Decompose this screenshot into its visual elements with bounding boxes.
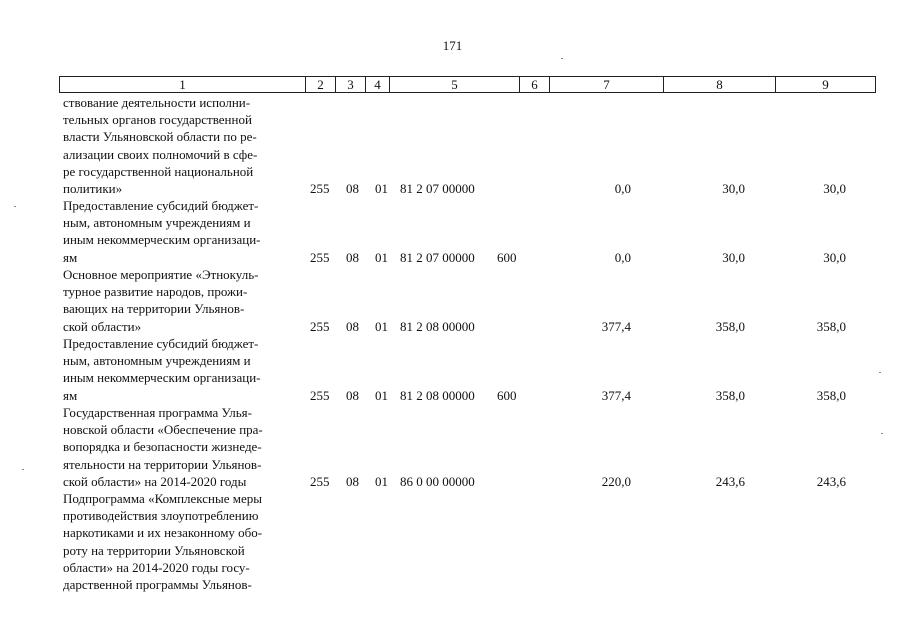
- description-line: иным некоммерческим организаци-: [63, 370, 261, 386]
- description-line: Предоставление субсидий бюджет-: [63, 336, 259, 351]
- amount-col-9: 358,0: [816, 319, 846, 334]
- subsection-code: 01: [375, 388, 388, 403]
- header-col-7: 7: [550, 77, 664, 93]
- subsection-code: 01: [375, 319, 388, 334]
- description-line: ре государственной национальной: [63, 163, 254, 179]
- description-line: ской области»: [63, 318, 142, 334]
- section-code: 08: [346, 250, 359, 265]
- description-line: Государственная программа Улья-: [63, 405, 252, 420]
- row-description: [63, 94, 299, 197]
- amount-col-7: 220,0: [601, 474, 631, 489]
- description-line: ской области» на 2014-2020 годы: [63, 473, 247, 489]
- ved-code: 255: [310, 181, 330, 196]
- amount-col-7: 0,0: [614, 181, 631, 196]
- description-line: новской области «Обеспечение пра-: [63, 422, 263, 438]
- description-line: ятельности на территории Ульянов-: [63, 456, 262, 472]
- description-line: ствование деятельности исполни-: [63, 95, 251, 110]
- description-line: Основное мероприятие «Этнокуль-: [63, 267, 259, 282]
- header-row: [60, 77, 876, 93]
- scan-speck: [881, 433, 883, 434]
- row-description: [63, 197, 299, 266]
- header-col-4: 4: [366, 77, 390, 93]
- header-col-3: 3: [336, 77, 366, 93]
- amount-col-8: 358,0: [715, 388, 745, 403]
- subsection-code: 01: [375, 181, 388, 196]
- description-line: вающих на территории Ульянов-: [63, 301, 245, 317]
- ved-code: 255: [310, 319, 330, 334]
- ved-code: 255: [310, 388, 330, 403]
- description-line: власти Ульяновской области по ре-: [63, 129, 257, 145]
- target-article-code: 81 2 07 00000: [400, 250, 475, 265]
- description-line: противодействия злоупотреблению: [63, 508, 259, 524]
- section-code: 08: [346, 474, 359, 489]
- amount-col-8: 358,0: [715, 319, 745, 334]
- amount-col-7: 377,4: [601, 388, 631, 403]
- amount-col-8: 30,0: [722, 181, 745, 196]
- amount-col-9: 30,0: [823, 181, 846, 196]
- description-line: области» на 2014-2020 годы госу-: [63, 559, 250, 575]
- ved-code: 255: [310, 474, 330, 489]
- description-line: ным, автономным учреждениям и: [63, 215, 251, 231]
- description-line: роту на территории Ульяновской: [63, 542, 245, 558]
- description-line: Подпрограмма «Комплексные меры: [63, 491, 262, 506]
- subsection-code: 01: [375, 474, 388, 489]
- ved-code: 255: [310, 250, 330, 265]
- description-line: Предоставление субсидий бюджет-: [63, 198, 259, 213]
- description-line: турное развитие народов, прожи-: [63, 284, 248, 300]
- header-col-5: 5: [390, 77, 520, 93]
- scan-speck: [561, 58, 563, 59]
- subsection-code: 01: [375, 250, 388, 265]
- header-col-1: 1: [60, 77, 306, 93]
- row-description: [63, 335, 299, 404]
- description-line: иным некоммерческим организаци-: [63, 232, 261, 248]
- target-article-code: 86 0 00 00000: [400, 474, 475, 489]
- description-line: ям: [63, 249, 78, 265]
- target-article-code: 81 2 08 00000: [400, 319, 475, 334]
- row-description: [63, 266, 299, 335]
- description-line: ям: [63, 387, 78, 403]
- header-col-2: 2: [306, 77, 336, 93]
- amount-col-9: 243,6: [816, 474, 846, 489]
- column-number-header: [59, 76, 876, 93]
- amount-col-7: 377,4: [601, 319, 631, 334]
- scan-speck: [14, 206, 16, 207]
- amount-col-9: 30,0: [823, 250, 846, 265]
- section-code: 08: [346, 181, 359, 196]
- description-line: вопорядка и безопасности жизнеде-: [63, 439, 262, 455]
- header-col-9: 9: [776, 77, 876, 93]
- description-line: дарственной программы Ульянов-: [63, 577, 252, 593]
- description-line: политики»: [63, 181, 123, 197]
- amount-col-8: 243,6: [715, 474, 745, 489]
- section-code: 08: [346, 388, 359, 403]
- amount-col-9: 358,0: [816, 388, 846, 403]
- description-line: ным, автономным учреждениям и: [63, 353, 251, 369]
- amount-col-7: 0,0: [614, 250, 631, 265]
- expense-type-code: 600: [497, 250, 517, 265]
- section-code: 08: [346, 319, 359, 334]
- row-description: [63, 404, 299, 490]
- row-description: [63, 490, 299, 593]
- description-line: тельных органов государственной: [63, 112, 252, 128]
- scan-speck: [879, 372, 881, 373]
- description-line: наркотиками и их незаконному обо-: [63, 525, 263, 541]
- target-article-code: 81 2 08 00000: [400, 388, 475, 403]
- header-col-6: 6: [520, 77, 550, 93]
- description-line: ализации своих полномочий в сфе-: [63, 146, 258, 162]
- header-col-8: 8: [664, 77, 776, 93]
- scan-speck: [22, 469, 24, 470]
- expense-type-code: 600: [497, 388, 517, 403]
- amount-col-8: 30,0: [722, 250, 745, 265]
- target-article-code: 81 2 07 00000: [400, 181, 475, 196]
- page-number: 171: [442, 38, 463, 53]
